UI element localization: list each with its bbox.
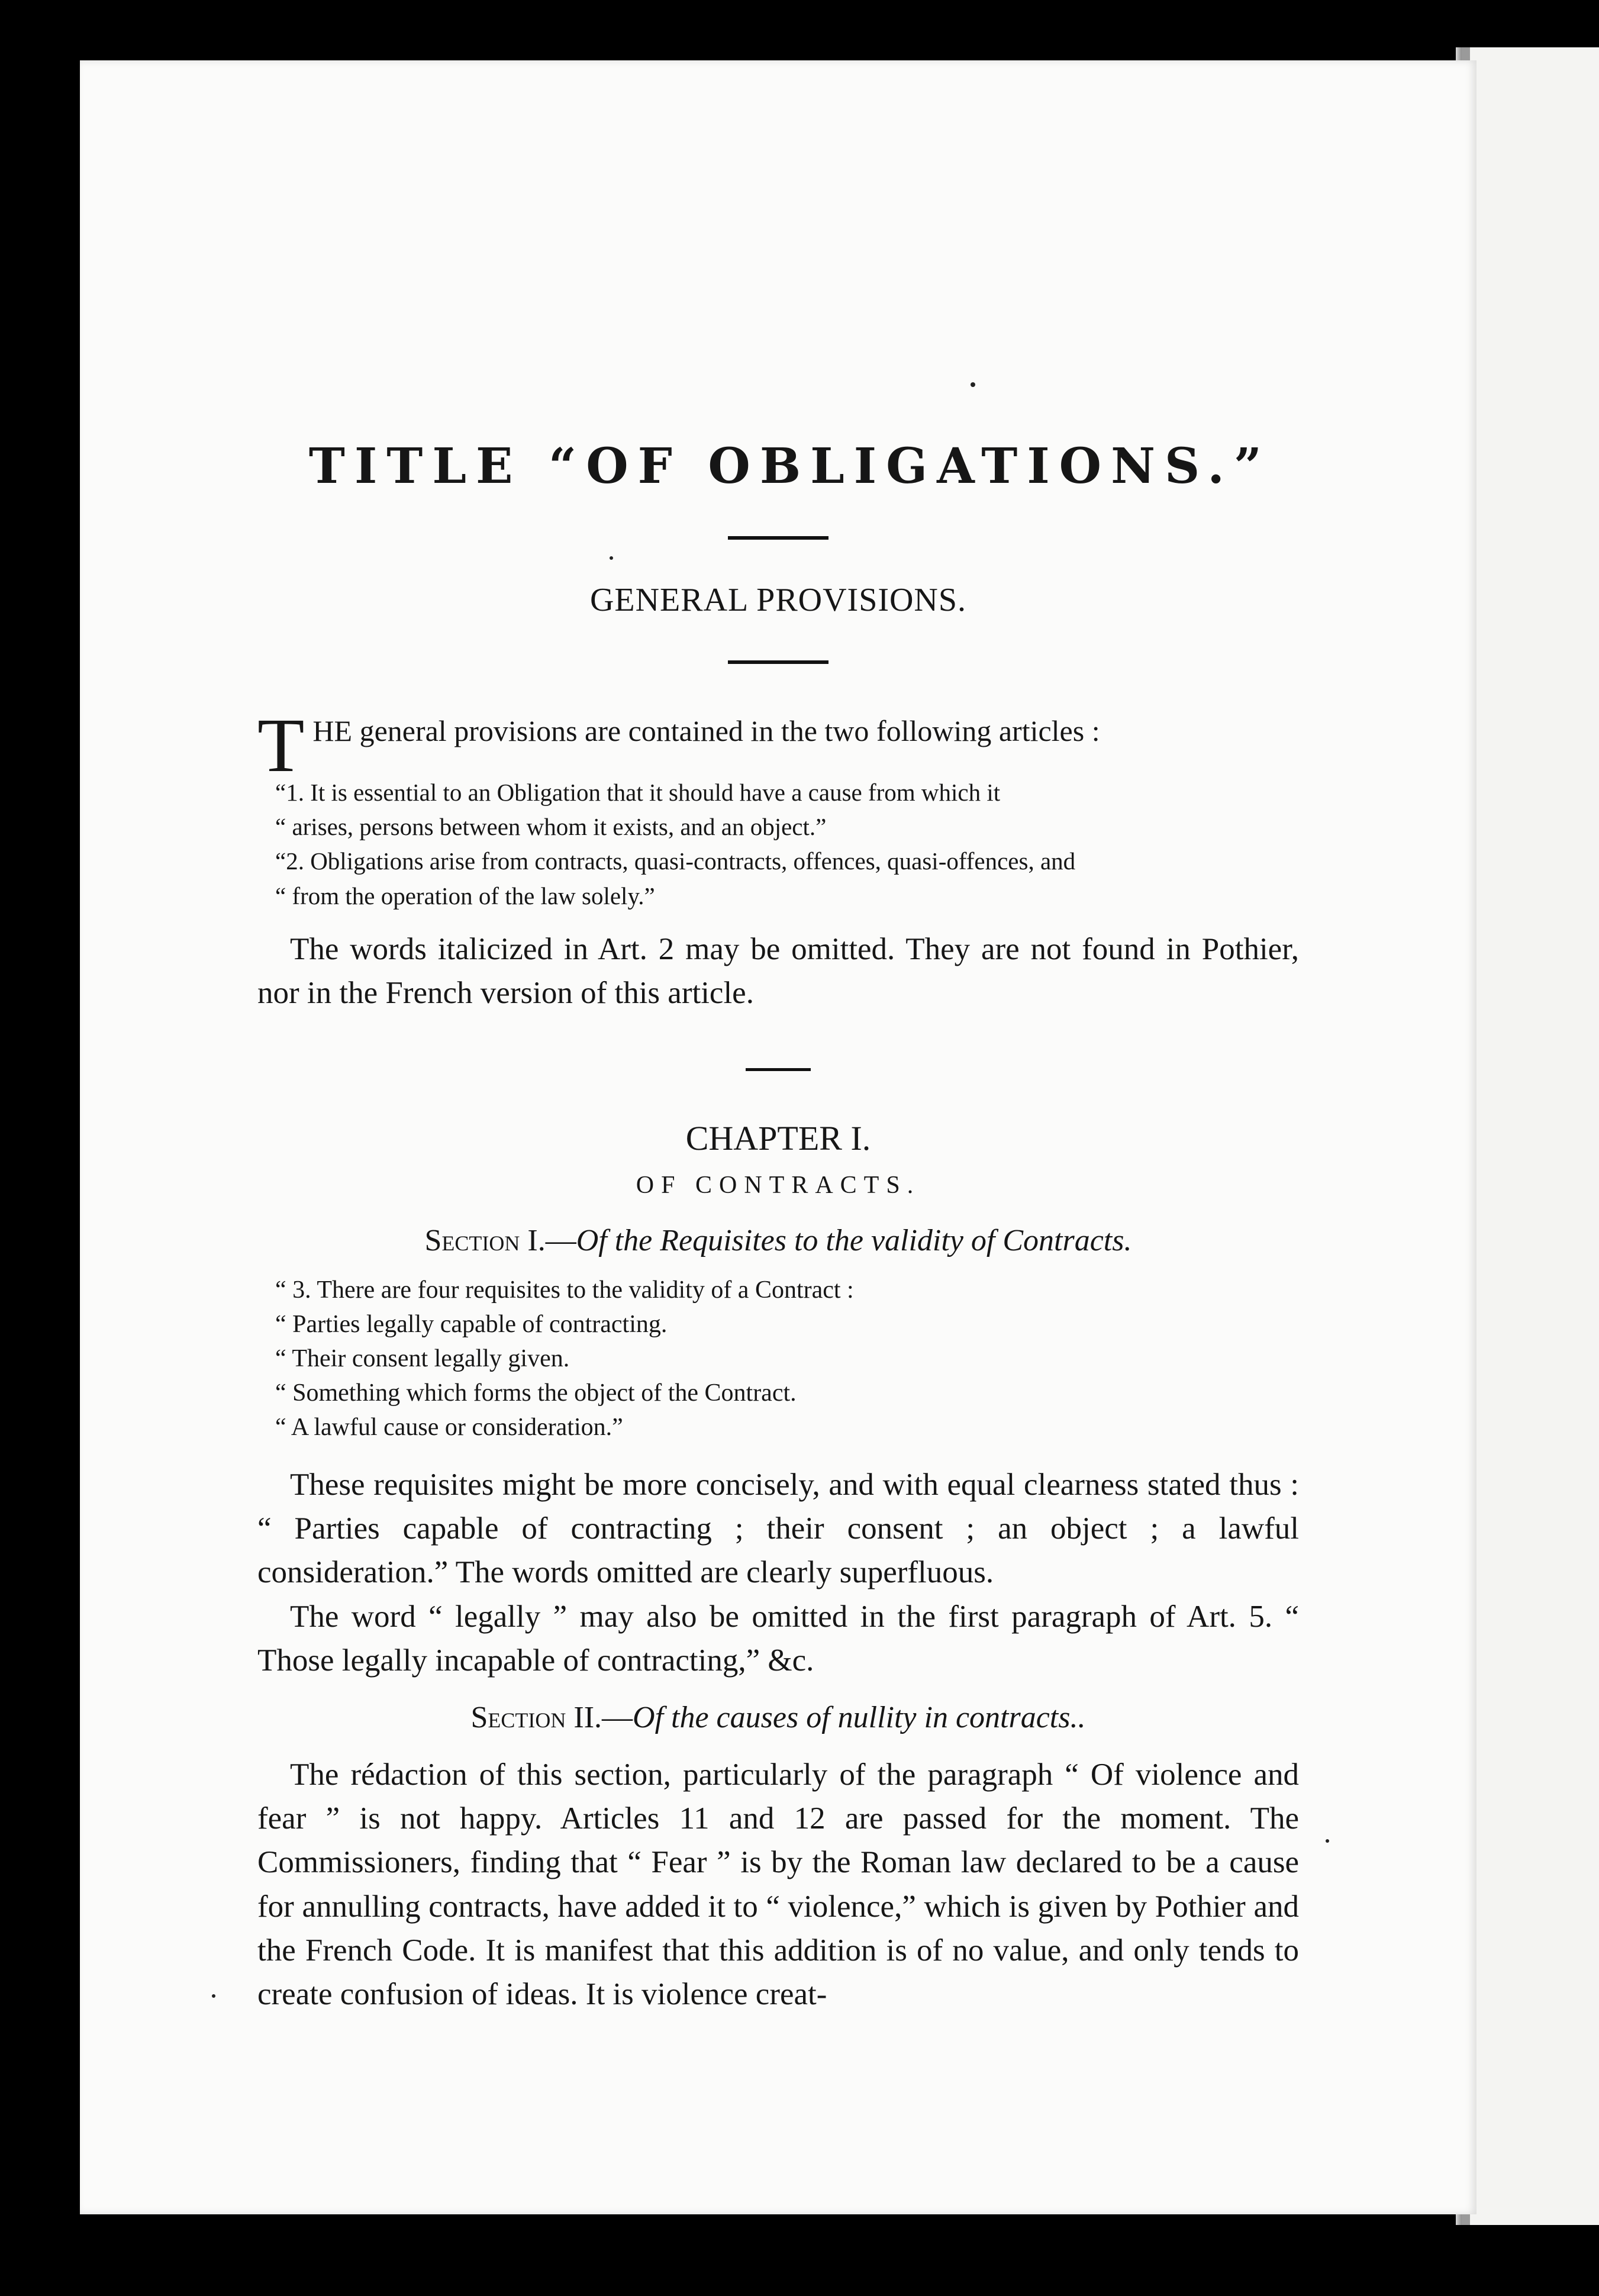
- article-3-line: “ Parties legally capable of contracting.: [275, 1311, 668, 1339]
- commentary-paragraph: The word “ legally ” may also be omitted in the first paragraph of Art. 5. “ Those legally incapable of contracting,” &c.: [257, 1599, 1299, 1678]
- ink-speck: [971, 382, 975, 387]
- section-2-heading: [257, 1700, 1299, 1735]
- section-2-label: Section II.—: [470, 1700, 633, 1734]
- chapter-rule: [746, 1068, 811, 1071]
- intro-text: HE general provisions are contained in the two following articles :: [312, 714, 1100, 747]
- commentary-italicized-words: [257, 927, 1299, 1015]
- article-3-line: “ Their consent legally given.: [275, 1345, 570, 1373]
- section-1-title: Of the Requisites to the validity of Contracts.: [576, 1224, 1132, 1258]
- chapter-subheading: OF CONTRACTS.: [636, 1172, 921, 1199]
- general-provisions-heading: GENERAL PROVISIONS.: [589, 582, 967, 618]
- commentary-paragraph: The rédaction of this section, particularly of the paragraph “ Of violence and fear ” is not happy. Articles 11 and 12 are passed for the moment. The Commissioners, finding that “ Fear ” is by the Roman law declared to be a cause for annulling contracts, have added it to “ violence,” which is given by Pothier and the French Code. It is manifest that this addition is of no value, and only tends to create confusion of ideas. It is violence creat-: [257, 1757, 1299, 2011]
- commentary-paragraph: The words italicized in Art. 2 may be omitted. They are not found in Pothier, nor in the French version of this article.: [257, 931, 1299, 1011]
- commentary-requisites: [257, 1463, 1299, 1682]
- article-3-line: “ 3. There are four requisites to the validity of a Contract :: [275, 1276, 854, 1304]
- commentary-nullity: [257, 1753, 1299, 2016]
- title-rule: [728, 536, 828, 540]
- section-1-heading: [257, 1223, 1299, 1258]
- chapter-heading: CHAPTER I.: [685, 1119, 871, 1158]
- article-2-line-1: “2. Obligations arise from contracts, quasi-contracts, offences, quasi-offences, and: [275, 847, 1076, 875]
- intro-paragraph: [257, 703, 1299, 788]
- ink-speck: [1326, 1839, 1329, 1843]
- ink-speck: [212, 1994, 215, 1998]
- article-3-line: “ A lawful cause or consideration.”: [275, 1414, 623, 1442]
- page-content: [257, 414, 1299, 2016]
- page-title: TITLE “OF OBLIGATIONS.”: [308, 438, 1272, 495]
- article-2-line-2: “ from the operation of the law solely.”: [275, 882, 655, 910]
- section-1-label: Section I.—: [424, 1224, 576, 1258]
- commentary-paragraph: These requisites might be more concisely, and with equal clearness stated thus : “ Parties capable of contracting ; their consent ; an object ; a lawful consideration.” The words omitted are clearly superfluous.: [257, 1468, 1299, 1590]
- article-3-quote: [275, 1273, 1299, 1445]
- heading-rule: [728, 660, 828, 664]
- section-2-title: Of the causes of nullity in contracts..: [633, 1700, 1086, 1734]
- drop-cap: T: [257, 703, 305, 788]
- article-1-line-2: “ arises, persons between whom it exists, and an object.”: [275, 813, 827, 841]
- article-3-line: “ Something which forms the object of the Contract.: [275, 1379, 797, 1407]
- article-1-line-1: “1. It is essential to an Obligation that it should have a cause from which it: [275, 779, 1001, 806]
- facing-page-edge: [1462, 47, 1599, 2225]
- articles-1-2-quote: [257, 775, 1299, 913]
